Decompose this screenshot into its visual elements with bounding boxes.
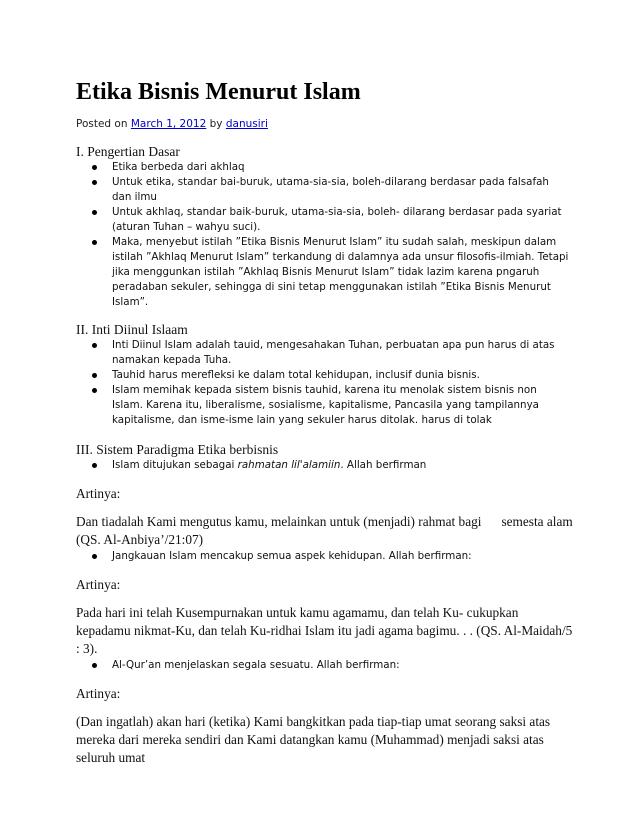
post-title: Etika Bisnis Menurut Islam: [76, 79, 361, 105]
post-date-link[interactable]: March 1, 2012: [130, 118, 207, 130]
list-item-text: Jangkauan Islam mencakup semua aspek kehidupan. Allah berfirman:: [112, 550, 472, 562]
bullet-icon: [92, 180, 97, 185]
verse-paragraph: Pada hari ini telah Kusempurnakan untuk kamu agamamu, dan telah Ku- cukupkan kepadamu nikmat-Ku, dan telah Ku-ridhai Islam itu jadi agama bagimu. . . (QS. Al-Maidah/5 : 3).: [76, 605, 573, 656]
section-heading-1: I. Pengertian Dasar: [76, 144, 180, 159]
section-2-list: [76, 338, 576, 428]
artinya-label: Artinya:: [76, 577, 121, 592]
list-item-text-after: . Allah berfirman: [340, 459, 427, 471]
list-item: [112, 160, 576, 175]
bullet-icon: [92, 554, 97, 559]
post-meta: [76, 118, 576, 130]
list-item-text: Untuk akhlaq, standar baik-buruk, utama-sia-sia, boleh- dilarang berdasar pada syariat (aturan Tuhan – wahyu suci).: [112, 206, 562, 233]
author-link[interactable]: danusiri: [225, 118, 268, 130]
verse-text: Dan tiadalah Kami mengutus kamu, melainkan untuk (menjadi) rahmat bagi: [76, 514, 482, 529]
bullet-icon: [92, 373, 97, 378]
list-item-text: Tauhid harus merefleksi ke dalam total kehidupan, inclusif dunia bisnis.: [112, 369, 480, 381]
list-item: [112, 175, 576, 205]
list-item: [112, 549, 576, 564]
list-item: [112, 458, 576, 473]
section-3-list-3: [76, 658, 576, 673]
bullet-icon: [92, 210, 97, 215]
list-item-text: Inti Diinul Islam adalah tauid, mengesahakan Tuhan, perbuatan apa pun harus di atas namakan kepada Tuha.: [112, 339, 555, 366]
by-label: by: [209, 118, 223, 130]
list-item: [112, 368, 576, 383]
bullet-icon: [92, 388, 97, 393]
verse-paragraph: [76, 513, 576, 549]
list-item-text-before: Islam ditujukan sebagai: [112, 459, 238, 471]
list-item-text: Etika berbeda dari akhlaq: [112, 161, 245, 173]
verse-citation: (QS. Al-Anbiya’/21:07): [76, 532, 204, 547]
bullet-icon: [92, 240, 97, 245]
list-item: [112, 383, 576, 428]
section-3-list-1: [76, 458, 576, 473]
bullet-icon: [92, 343, 97, 348]
list-item-text: Untuk etika, standar bai-buruk, utama-sia-sia, boleh-dilarang berdasar pada falsafah dan ilmu: [112, 176, 549, 203]
verse-paragraph: (Dan ingatlah) akan hari (ketika) Kami bangkitkan pada tiap-tiap umat seorang saksi atas mereka dari mereka sendiri dan Kami datangkan kamu (Muhammad) menjadi saksi atas seluruh umat: [76, 714, 551, 765]
list-item: [112, 658, 576, 673]
document-page: [76, 78, 576, 767]
list-item: [112, 205, 576, 235]
list-item: [112, 338, 576, 368]
list-item: [112, 235, 576, 310]
bullet-icon: [92, 165, 97, 170]
bullet-icon: [92, 463, 97, 468]
list-item-text: Al-Qur’an menjelaskan segala sesuatu. Allah berfirman:: [112, 659, 400, 671]
section-1-list: [76, 160, 576, 310]
posted-on-label: Posted on: [76, 118, 128, 130]
artinya-label: Artinya:: [76, 686, 121, 701]
section-3-list-2: [76, 549, 576, 564]
section-heading-3: III. Sistem Paradigma Etika berbisnis: [76, 442, 279, 457]
list-item-text: Maka, menyebut istilah ”Etika Bisnis Menurut Islam” itu sudah salah, meskipun dalam istilah ”Akhlaq Menurut Islam” terkandung di dalamnya ada unsur filosofis-ilmiah. Tetapi jika menggunkan istilah ”Akhlaq Bisnis Menurut Islam” tidak lazim karena pngaruh peradaban sekuler, sehingga di sini tetap menggunakan istilah ”Etika Bisnis Menurut Islam”.: [112, 236, 569, 308]
section-heading-2: II. Inti Diinul Islaam: [76, 322, 188, 337]
verse-text: semesta alam: [501, 514, 573, 529]
artinya-label: Artinya:: [76, 486, 121, 501]
list-item-italic: rahmatan lil'alamiin: [237, 459, 341, 471]
bullet-icon: [92, 663, 97, 668]
list-item-text: Islam memihak kepada sistem bisnis tauhid, karena itu menolak sistem bisnis non Islam. Karena itu, liberalisme, sosialisme, kapitalisme, Pancasila yang tampilannya kapitalisme, dan isme-isme lain yang sekuler harus ditolak. harus di tolak: [112, 384, 539, 426]
